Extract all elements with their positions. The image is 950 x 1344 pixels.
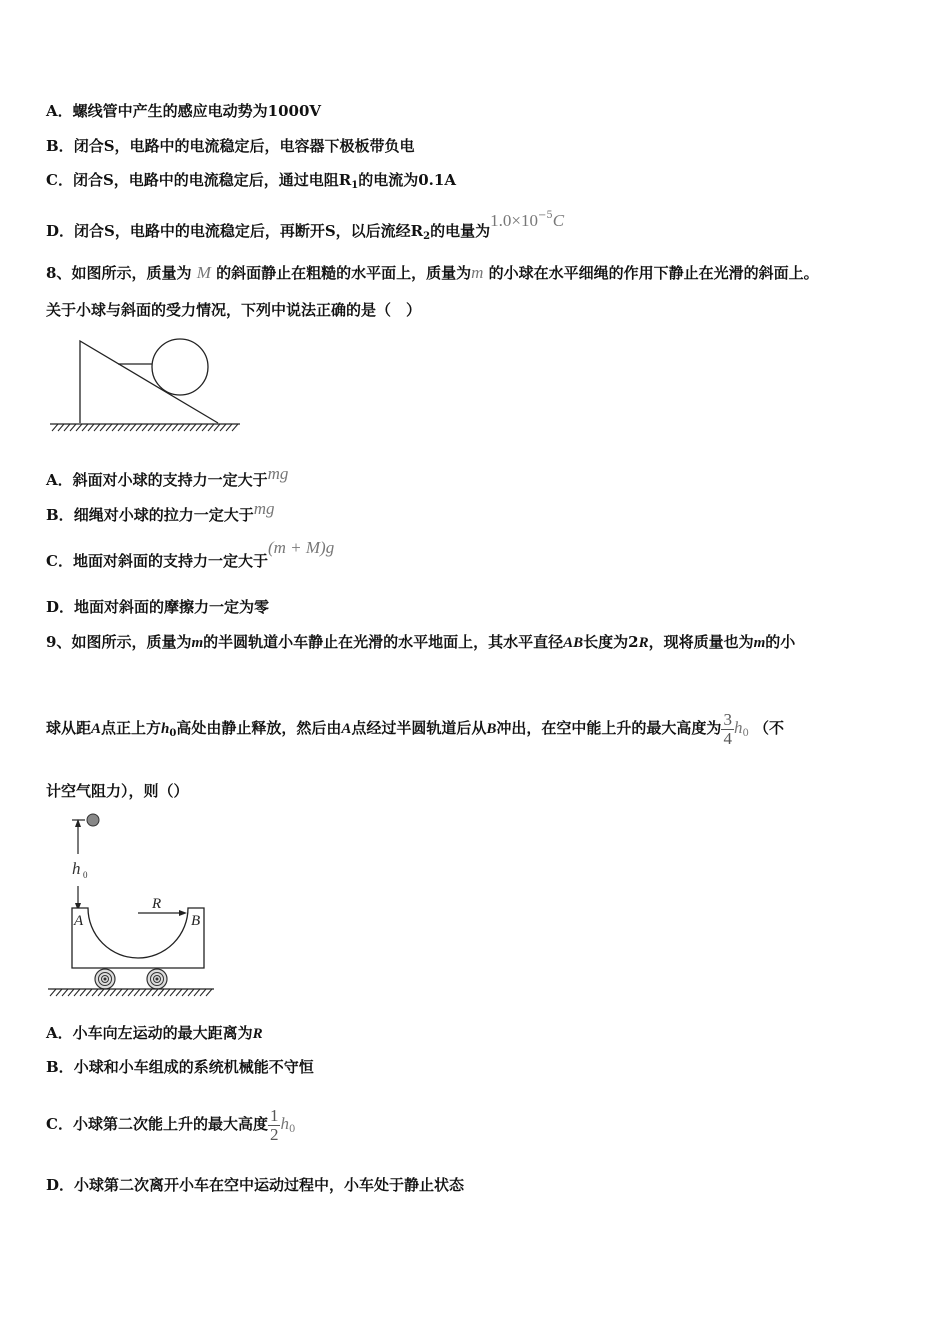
option-text: 细绳对小球的拉力一定大于 — [73, 506, 254, 524]
option-letter: C． — [46, 171, 73, 189]
option-letter: B． — [46, 506, 74, 524]
option-letter: B． — [46, 1058, 74, 1076]
option-text: 闭合S，电路中的电流稳定后，再断开S，以后流经R — [74, 222, 424, 240]
var-A: A — [341, 721, 352, 737]
option-letter: C． — [46, 1115, 73, 1133]
stem-text: （不 — [754, 719, 785, 737]
math-m-plus-M-g: (m + M)g — [267, 538, 335, 557]
question-number: 9、 — [46, 633, 72, 651]
stem-text: 如图所示，质量为 — [71, 633, 192, 651]
q8-option-c — [46, 538, 335, 571]
option-letter: A． — [46, 1024, 73, 1042]
option-text-mid: 的电量为 — [430, 222, 491, 240]
ball — [87, 814, 99, 826]
subscript: 2 — [423, 231, 431, 242]
q8-option-b — [46, 499, 275, 525]
stem-text: 的斜面静止在粗糙的水平面上，质量为 — [216, 264, 472, 282]
frac-numerator: 1 — [269, 1105, 279, 1125]
stem-text: 球从距 — [46, 719, 92, 737]
option-text: 地面对斜面的摩擦力一定为零 — [74, 598, 270, 616]
fraction-one-half — [268, 1107, 281, 1144]
stem-text: 高处由静止释放，然后由 — [176, 719, 342, 737]
subscript: 1 — [351, 180, 359, 191]
label-h0: h — [72, 859, 81, 878]
label-A: A — [74, 913, 84, 929]
var-R: R — [638, 635, 649, 651]
wheel-right — [147, 969, 167, 989]
stem-text: 冲出，在空中能上升的最大高度为 — [496, 719, 722, 737]
var-h: h — [161, 721, 170, 737]
label-h0-sub: 0 — [83, 870, 88, 880]
option-text: 闭合S，电路中的电流稳定后，通过电阻R — [72, 171, 352, 189]
q9-option-b — [46, 1057, 314, 1077]
q9-stem-line2 — [46, 699, 784, 763]
subscript: 0 — [169, 728, 177, 739]
option-letter: B． — [46, 137, 74, 155]
var-M: M — [196, 263, 211, 282]
option-text: 螺线管中产生的感应电动势为1000V — [72, 102, 322, 120]
ground-hatching — [52, 424, 238, 431]
q9-stem-line3: 计空气阻力），则（） — [46, 782, 189, 800]
q7-option-d — [46, 210, 565, 247]
var-B: B — [486, 721, 497, 737]
option-letter: D． — [46, 1176, 75, 1194]
q9-cart-figure — [44, 808, 219, 1000]
q9-option-d — [46, 1175, 464, 1195]
var-m: m — [191, 635, 204, 651]
option-letter: A． — [46, 102, 73, 120]
q8-stem-line2: 关于小球与斜面的受力情况，下列中说法正确的是（ ） — [46, 301, 422, 319]
fraction-three-quarters — [721, 711, 734, 748]
q7-option-a — [46, 101, 321, 121]
label-R: R — [152, 896, 162, 912]
stem-text: 的小 — [765, 633, 796, 651]
option-letter: D． — [46, 222, 75, 240]
frac-numerator: 3 — [723, 709, 732, 729]
math-mg: mg — [253, 499, 275, 518]
option-text: 小球第二次离开小车在空中运动过程中，小车处于静止状态 — [74, 1176, 465, 1194]
var-AB: AB — [563, 635, 584, 651]
stem-text: 的半圆轨道小车静止在光滑的水平地面上，其水平直径 — [203, 633, 564, 651]
math-unit: C — [552, 211, 565, 230]
wheel-left — [95, 969, 115, 989]
ground-hatching — [50, 989, 212, 996]
stem-text: 点正上方 — [101, 719, 162, 737]
q7-option-c — [46, 170, 456, 196]
stem-text: ，现将质量也为 — [648, 633, 754, 651]
subscript: 0 — [742, 728, 749, 739]
stem-text: 长度为2 — [583, 633, 639, 651]
option-text: 闭合S，电路中的电流稳定后，电容器下极板带负电 — [73, 137, 415, 155]
option-text: 斜面对小球的支持力一定大于 — [72, 471, 268, 489]
radius-arrow-head — [179, 910, 187, 916]
math-exponent: −5 — [537, 210, 553, 221]
math-base: 1.0×10 — [490, 211, 538, 230]
q7-option-b — [46, 136, 415, 156]
ball — [152, 339, 208, 395]
q8-incline-figure — [46, 335, 246, 435]
frac-denominator: 4 — [723, 728, 732, 748]
question-number: 8、 — [46, 264, 72, 282]
stem-text: 如图所示，质量为 — [71, 264, 192, 282]
var-h: h — [733, 718, 743, 737]
option-text: 小车向左运动的最大距离为 — [72, 1024, 253, 1042]
var-A: A — [91, 721, 102, 737]
cart-body — [72, 908, 204, 968]
var-h: h — [280, 1114, 289, 1133]
var-m: m — [471, 263, 484, 282]
stem-text: 点经过半圆轨道后从 — [351, 719, 487, 737]
q8-stem-line1 — [46, 263, 819, 283]
q9-option-c — [46, 1092, 295, 1162]
var-R: R — [252, 1026, 263, 1042]
option-text: 地面对斜面的支持力一定大于 — [72, 552, 268, 570]
option-letter: D． — [46, 598, 75, 616]
math-mg: mg — [267, 464, 289, 483]
q9-option-a — [46, 1023, 263, 1044]
q8-option-d — [46, 597, 269, 617]
option-text: 小球和小车组成的系统机械能不守恒 — [73, 1058, 314, 1076]
option-text: 小球第二次能上升的最大高度 — [72, 1115, 268, 1133]
stem-text: 的小球在水平细绳的作用下静止在光滑的斜面上。 — [488, 264, 819, 282]
label-B: B — [191, 913, 201, 929]
option-letter: A． — [46, 471, 73, 489]
option-letter: C． — [46, 552, 73, 570]
var-m: m — [753, 635, 766, 651]
q9-stem-line1 — [46, 632, 795, 653]
q8-option-a — [46, 464, 289, 490]
frac-denominator: 2 — [269, 1124, 279, 1144]
subscript: 0 — [288, 1124, 296, 1135]
option-text-post: 的电流为0.1A — [358, 171, 456, 189]
